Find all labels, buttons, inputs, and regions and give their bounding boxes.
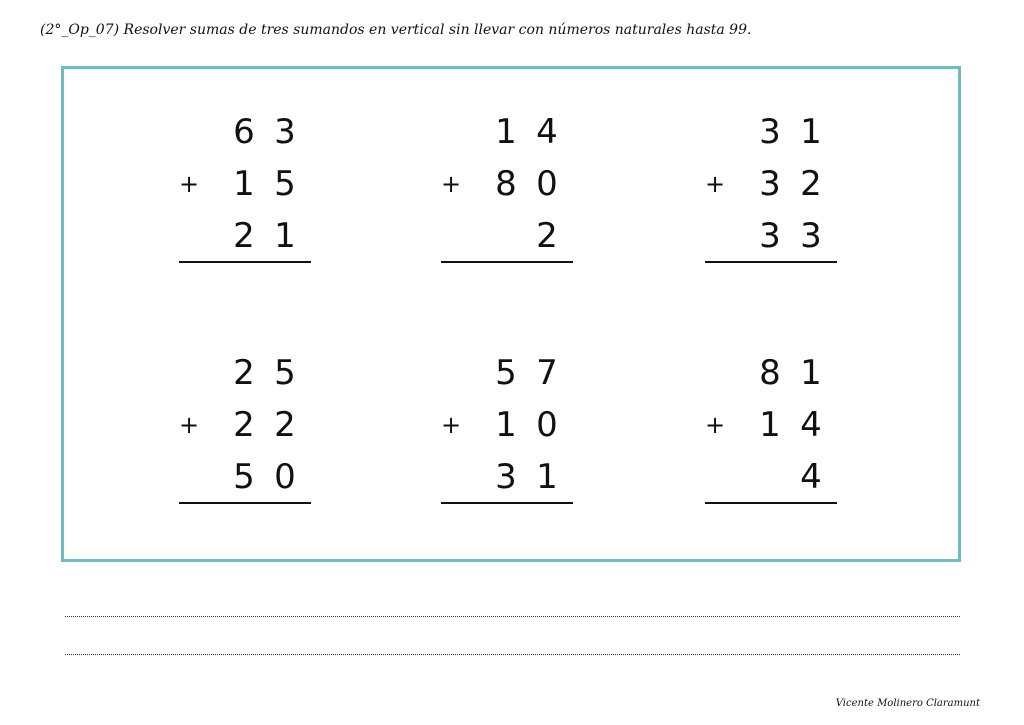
tens-digit: 3 — [759, 164, 781, 204]
ones-digit: 0 — [274, 457, 296, 497]
plus-sign: + — [441, 170, 462, 198]
tens-digit: 5 — [495, 353, 517, 393]
addend-2 — [179, 400, 319, 450]
addend-2 — [441, 400, 581, 450]
addend-3 — [441, 452, 581, 502]
tens-digit: 8 — [759, 353, 781, 393]
tens-digit: 2 — [233, 216, 255, 256]
addend-1 — [441, 107, 581, 157]
ones-digit: 1 — [274, 216, 296, 256]
ones-digit: 7 — [536, 353, 558, 393]
tens-digit: 1 — [759, 405, 781, 445]
tens-digit: 3 — [759, 216, 781, 256]
tens-digit: 3 — [759, 112, 781, 152]
ones-digit: 0 — [536, 405, 558, 445]
tens-digit: 6 — [233, 112, 255, 152]
addend-1 — [179, 107, 319, 157]
tens-digit: 8 — [495, 164, 517, 204]
plus-sign: + — [179, 170, 200, 198]
writing-line-2[interactable] — [65, 654, 960, 655]
plus-sign: + — [705, 170, 726, 198]
ones-digit: 3 — [274, 112, 296, 152]
addend-2 — [705, 400, 845, 450]
plus-sign: + — [705, 411, 726, 439]
ones-digit: 1 — [800, 353, 822, 393]
addend-3 — [441, 211, 581, 261]
tens-digit: 1 — [233, 164, 255, 204]
addend-3 — [705, 452, 845, 502]
writing-line-1[interactable] — [65, 616, 960, 617]
addend-2 — [179, 159, 319, 209]
ones-digit: 5 — [274, 164, 296, 204]
addition-problem-1 — [179, 107, 319, 277]
addend-1 — [441, 348, 581, 398]
ones-digit: 4 — [536, 112, 558, 152]
tens-digit: 1 — [495, 405, 517, 445]
plus-sign: + — [179, 411, 200, 439]
ones-digit: 2 — [274, 405, 296, 445]
addition-problem-6 — [705, 348, 845, 518]
addend-3 — [705, 211, 845, 261]
addend-2 — [705, 159, 845, 209]
addition-problem-2 — [441, 107, 581, 277]
ones-digit: 0 — [536, 164, 558, 204]
plus-sign: + — [441, 411, 462, 439]
ones-digit: 1 — [536, 457, 558, 497]
answer-line — [705, 502, 837, 504]
exercise-frame — [61, 66, 961, 562]
tens-digit: 3 — [495, 457, 517, 497]
tens-digit: 5 — [233, 457, 255, 497]
tens-digit: 1 — [495, 112, 517, 152]
worksheet-title: (2°_Op_07) Resolver sumas de tres sumandos en vertical sin llevar con números naturales hasta 99. — [40, 22, 752, 38]
ones-digit: 4 — [800, 457, 822, 497]
addend-1 — [705, 107, 845, 157]
answer-line — [441, 261, 573, 263]
addend-1 — [705, 348, 845, 398]
addend-3 — [179, 452, 319, 502]
ones-digit: 2 — [800, 164, 822, 204]
addend-2 — [441, 159, 581, 209]
tens-digit: 2 — [233, 405, 255, 445]
addition-problem-3 — [705, 107, 845, 277]
ones-digit: 2 — [536, 216, 558, 256]
answer-line — [441, 502, 573, 504]
author-signature: Vicente Molinero Claramunt — [835, 698, 980, 709]
answer-line — [179, 261, 311, 263]
ones-digit: 5 — [274, 353, 296, 393]
tens-digit: 2 — [233, 353, 255, 393]
ones-digit: 1 — [800, 112, 822, 152]
ones-digit: 4 — [800, 405, 822, 445]
addition-problem-4 — [179, 348, 319, 518]
ones-digit: 3 — [800, 216, 822, 256]
addend-1 — [179, 348, 319, 398]
answer-line — [179, 502, 311, 504]
addend-3 — [179, 211, 319, 261]
answer-line — [705, 261, 837, 263]
addition-problem-5 — [441, 348, 581, 518]
